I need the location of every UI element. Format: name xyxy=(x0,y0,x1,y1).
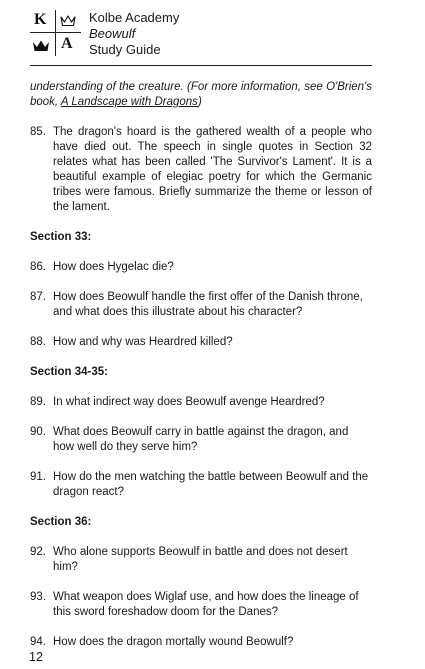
crown-solid-icon xyxy=(32,39,50,52)
crown-outline-icon xyxy=(60,14,76,27)
question-text: How do the men watching the battle between Beowulf and the dragon react? xyxy=(53,471,369,498)
question-text: In what indirect way does Beowulf avenge Heardred? xyxy=(53,396,325,408)
question-93 xyxy=(30,590,372,620)
question-88 xyxy=(30,335,372,350)
page-header xyxy=(30,9,372,67)
kolbe-logo xyxy=(30,9,81,57)
question-text: What does Beowulf carry in battle against the dragon, and how well do they serve him? xyxy=(53,426,349,453)
question-94 xyxy=(30,635,372,650)
question-number: 85. xyxy=(30,126,46,138)
section-heading-33: Section 33: xyxy=(30,231,92,243)
question-86 xyxy=(30,260,372,275)
question-number: 94. xyxy=(30,636,46,648)
book-title-link: A Landscape with Dragons xyxy=(60,96,198,108)
question-number: 92. xyxy=(30,546,46,558)
question-number: 93. xyxy=(30,591,46,603)
question-text: The dragon's hoard is the gathered wealth of a people who have died out. The speech in single quotes in Section 32 relates what has been called 'The Survivor's Lament'. It is a beautiful example of elegiac poetry for which the Germanic tribes were famous. Briefly summarize the theme or lesson of the lament. xyxy=(53,126,372,213)
question-text: How does the dragon mortally wound Beowulf? xyxy=(53,636,294,648)
question-90 xyxy=(30,425,372,455)
question-92 xyxy=(30,545,372,575)
logo-horizontal-line xyxy=(30,32,81,33)
header-titles xyxy=(89,10,179,58)
intro-text: understanding of the creature. (For more information, see O'Brien's book, xyxy=(30,81,372,108)
question-89 xyxy=(30,395,372,410)
question-text: How and why was Heardred killed? xyxy=(53,336,233,348)
section-heading-36: Section 36: xyxy=(30,516,92,528)
question-text: Who alone supports Beowulf in battle and does not desert him? xyxy=(53,546,348,573)
question-number: 91. xyxy=(30,471,46,483)
question-number: 90. xyxy=(30,426,46,438)
question-87 xyxy=(30,290,372,320)
page-number: 12 xyxy=(29,650,43,664)
logo-letter-k: K xyxy=(34,11,47,28)
question-number: 86. xyxy=(30,261,46,273)
question-text: How does Beowulf handle the first offer of the Danish throne, and what does this illustrate about his character? xyxy=(53,291,363,318)
intro-text-end: ) xyxy=(197,96,202,108)
guide-label: Study Guide xyxy=(89,42,161,57)
question-number: 88. xyxy=(30,336,46,348)
question-number: 89. xyxy=(30,396,46,408)
question-text: How does Hygelac die? xyxy=(53,261,174,273)
question-text: What weapon does Wiglaf use, and how does the lineage of this sword foreshadow doom for the Danes? xyxy=(53,591,359,618)
book-subtitle: Beowulf xyxy=(89,26,136,41)
intro-paragraph xyxy=(30,80,372,110)
logo-vertical-line xyxy=(55,10,56,56)
header-rule xyxy=(30,65,372,66)
question-85 xyxy=(30,125,372,215)
logo-letter-a: A xyxy=(61,35,73,52)
question-91 xyxy=(30,470,372,500)
question-number: 87. xyxy=(30,291,46,303)
section-heading-34-35: Section 34-35: xyxy=(30,366,108,378)
academy-name: Kolbe Academy xyxy=(89,10,180,25)
page-content xyxy=(30,80,372,665)
